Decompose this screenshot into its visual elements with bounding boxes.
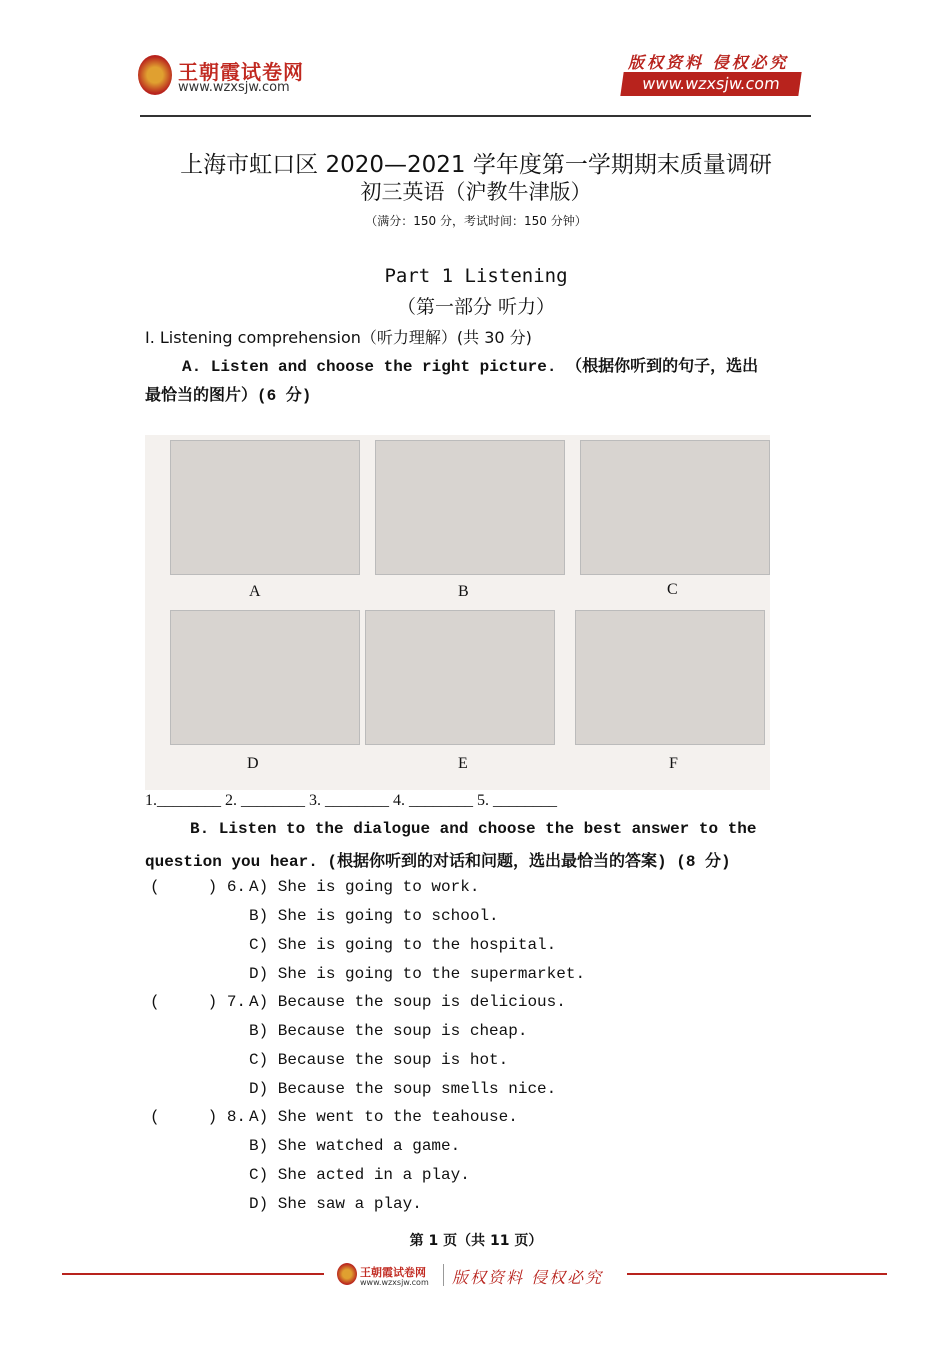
- picture-e: [365, 610, 555, 745]
- footer-site-url: www.wzxsjw.com: [360, 1278, 429, 1287]
- picture-a: [170, 440, 360, 575]
- rights-notice: 版权资料 侵权必究: [628, 53, 789, 72]
- footer-site-name: 王朝霞试卷网: [360, 1266, 426, 1279]
- option: C) Because the soup is hot.: [249, 1051, 509, 1069]
- subtitle: 初三英语（沪教牛津版）: [360, 180, 592, 204]
- option: B) She watched a game.: [249, 1137, 461, 1155]
- divider: [140, 115, 811, 117]
- page-number: 第 1 页（共 11 页）: [409, 1233, 543, 1249]
- option: D) Because the soup smells nice.: [249, 1080, 557, 1098]
- option: D) She is going to the supermarket.: [249, 965, 586, 983]
- question-number[interactable]: ( ) 7.: [150, 993, 247, 1011]
- option: C) She acted in a play.: [249, 1166, 470, 1184]
- site-url: www.wzxsjw.com: [178, 80, 290, 95]
- footer-logo-icon: [337, 1263, 357, 1285]
- picture-panel: [145, 435, 770, 790]
- page-title: 上海市虹口区 2020—2021 学年度第一学期期末质量调研: [180, 152, 772, 178]
- question-number[interactable]: ( ) 8.: [150, 1108, 247, 1126]
- section-a-line1: A. Listen and choose the right picture. （根据你听到的句子，选出: [182, 358, 759, 376]
- picture-label: B: [458, 583, 469, 600]
- option: A) She went to the teahouse.: [249, 1108, 518, 1126]
- picture-label: D: [247, 755, 259, 772]
- footer-rights: 版权资料 侵权必究: [452, 1268, 604, 1287]
- section-b-line1: B. Listen to the dialogue and choose the best answer to the: [190, 820, 757, 838]
- footer-separator: [443, 1264, 444, 1286]
- option: C) She is going to the hospital.: [249, 936, 557, 954]
- question-number[interactable]: ( ) 6.: [150, 878, 247, 896]
- picture-label: C: [667, 581, 678, 598]
- picture-d: [170, 610, 360, 745]
- picture-label: E: [458, 755, 468, 772]
- site-name: 王朝霞试卷网: [178, 60, 304, 84]
- picture-label: F: [669, 755, 678, 772]
- answer-blanks[interactable]: 1.________ 2. ________ 3. ________ 4. ________ 5. ________: [145, 792, 557, 809]
- part-heading: Part 1 Listening: [384, 265, 568, 287]
- option: B) She is going to school.: [249, 907, 499, 925]
- option: D) She saw a play.: [249, 1195, 422, 1213]
- section-heading: Ⅰ. Listening comprehension（听力理解）(共 30 分): [145, 328, 532, 347]
- section-b-line2: question you hear. (根据你听到的对话和问题，选出最恰当的答案) (8 分): [145, 853, 731, 871]
- picture-b: [375, 440, 565, 575]
- footer-line: [627, 1273, 887, 1275]
- picture-c: [580, 440, 770, 575]
- option: A) She is going to work.: [249, 878, 480, 896]
- url-banner: www.wzxsjw.com: [620, 72, 801, 96]
- footer-line: [62, 1273, 324, 1275]
- option: B) Because the soup is cheap.: [249, 1022, 528, 1040]
- picture-label: A: [249, 583, 261, 600]
- logo-icon: [138, 55, 172, 95]
- exam-note: （满分：150 分，考试时间：150 分钟）: [365, 214, 587, 228]
- picture-f: [575, 610, 765, 745]
- part-heading-cn: （第一部分 听力）: [396, 296, 556, 318]
- section-a-line2: 最恰当的图片）(6 分): [145, 387, 312, 405]
- option: A) Because the soup is delicious.: [249, 993, 566, 1011]
